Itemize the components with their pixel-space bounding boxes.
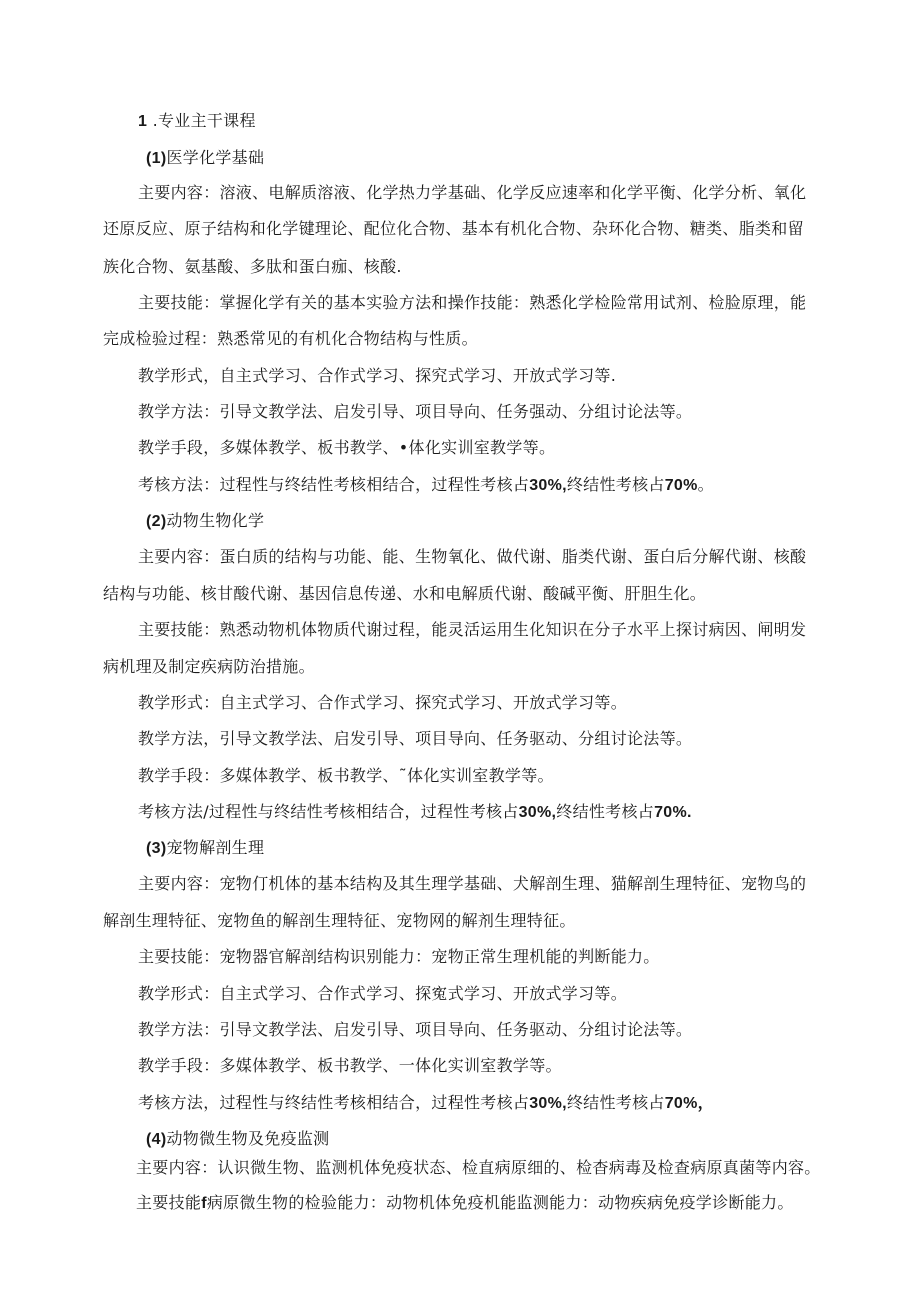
- section-number: 1: [138, 113, 148, 130]
- course-2-skills-line-2: 病机理及制定疾病防治措施。: [103, 657, 315, 676]
- course-2-heading-title: 动物生物化学: [166, 511, 265, 530]
- course-1-teaching-method: 教学方法：引导文教学法、启发引导、项目导向、任务强动、分组讨论法等。: [138, 402, 693, 421]
- course-3-heading-title: 宠物解剖生理: [166, 838, 265, 857]
- course-2-process-percent: 30%,: [518, 804, 557, 821]
- course-1-assessment-text-2: 终结性考核占: [566, 475, 665, 494]
- course-4-content: 主要内容：认识微生物、监测机体免疫状态、检直病原细的、检杳病毒及检查病原真菌等内容。: [136, 1158, 821, 1177]
- course-4-heading-title: 动物微生物及免疫监测: [166, 1129, 330, 1148]
- course-1-content-line-2: 还原反应、原子结构和化学键理论、配位化合物、基本有机化合物、杂环化合物、糖类、脂类和留: [103, 219, 804, 238]
- course-4-skills-text: 病原微生物的检验能力：动物机体免疫机能监测能力：动物疾病免疫学诊断能力。: [206, 1193, 794, 1212]
- course-1-skills-line-2: 完成检验过程：熟悉常见的有机化合物结构与性质。: [103, 329, 478, 348]
- course-1-assessment-end: 。: [697, 475, 714, 494]
- course-2-heading-number: (2): [146, 513, 167, 530]
- course-3-content-line-1: 主要内容：宠物仃机体的基本结构及其生理学基础、犬解剖生理、猫解剖生理特征、宠物鸟的: [138, 874, 807, 893]
- course-1-final-percent: 70%: [664, 477, 698, 494]
- course-4-heading: [146, 1129, 329, 1150]
- course-2-teaching-method: 教学方法，引导文教学法、启发引导、项目导向、任务驱动、分组讨论法等。: [138, 729, 693, 748]
- section-heading: [138, 111, 256, 132]
- course-4-heading-number: (4): [146, 1131, 167, 1148]
- course-1-assessment-text: 考核方法：过程性与终结性考核相结合，过程性考核占: [138, 475, 530, 494]
- course-1-heading-title: 医学化学基础: [166, 148, 265, 167]
- course-2-content-line-1: 主要内容：蛋白质的结构与功能、能、生物氧化、做代谢、脂类代谢、蛋白后分解代谢、核酸: [138, 547, 807, 566]
- course-1-teaching-means: 教学手段，多媒体教学、板书教学、•体化实训室教学等。: [138, 438, 556, 457]
- course-2-teaching-means: 教学手段：多媒体教学、板书教学、˜体化实训室教学等。: [138, 766, 554, 785]
- course-1-skills-line-1: 主要技能：掌握化学有关的基本实验方法和操作技能：熟悉化学检险常用试剂、检脸原理，能: [138, 293, 807, 312]
- course-3-assessment-text: 考核方法，过程性与终结性考核相结合，过程性考核占: [138, 1093, 530, 1112]
- course-3-skills: 主要技能：宠物器官解剖结构识别能力：宠物正常生理机能的判断能力。: [138, 947, 660, 966]
- course-3-assessment: [138, 1093, 714, 1114]
- course-3-heading: [146, 838, 264, 859]
- course-2-content-line-2: 结构与功能、核甘酸代谢、基因信息传递、水和电解质代谢、酸碱平衡、肝胆生化。: [103, 584, 707, 603]
- course-3-content-line-2: 解剖生理特征、宠物鱼的解剖生理特征、宠物网的解剂生理特征。: [103, 911, 576, 930]
- course-1-teaching-form: 教学形式，自主式学习、合作式学习、探究式学习、开放式学习等.: [138, 366, 617, 385]
- course-1-content-line-3: 族化合物、氨基酸、多肽和蛋白痂、核酸.: [103, 257, 402, 276]
- course-3-teaching-form: 教学形式：自主式学习、合作式学习、探寃式学习、开放式学习等。: [138, 984, 628, 1003]
- course-2-skills-line-1: 主要技能：熟悉动物机体物质代谢过程，能灵活运用生化知识在分子水平上探讨病因、闸明发: [138, 620, 807, 639]
- course-2-assessment-text-2: 终结性考核占: [556, 802, 655, 821]
- course-4-skills-mark: f: [201, 1195, 207, 1212]
- course-1-heading-number: (1): [146, 150, 167, 167]
- course-2-teaching-form: 教学形式：自主式学习、合作式学习、探究式学习、开放式学习等。: [138, 693, 628, 712]
- course-3-teaching-method: 教学方法：引导文教学法、启发引导、项目导向、任务驱动、分组讨论法等。: [138, 1020, 693, 1039]
- course-1-process-percent: 30%,: [529, 477, 567, 494]
- course-3-final-percent: 70%，: [664, 1095, 714, 1112]
- course-3-process-percent: 30%,: [529, 1095, 567, 1112]
- course-3-assessment-text-2: 终结性考核占: [566, 1093, 665, 1112]
- course-2-assessment-text: 考核方法/过程性与终结性考核相结合，过程性考核占: [138, 802, 519, 821]
- course-2-heading: [146, 511, 264, 532]
- course-4-skills-label: 主要技能: [136, 1193, 202, 1212]
- course-1-assessment: [138, 475, 714, 496]
- course-1-heading: [146, 148, 264, 169]
- section-title: .专业主干课程: [152, 111, 256, 130]
- course-3-heading-number: (3): [146, 840, 167, 857]
- course-3-teaching-means: 教学手段：多媒体教学、板书教学、一体化实训室教学等。: [138, 1056, 562, 1075]
- course-4-skills: [136, 1193, 794, 1214]
- course-1-content-line-1: 主要内容：溶液、电解质溶液、化学热力学基础、化学反应速率和化学平衡、化学分析、氧化: [138, 183, 807, 202]
- course-2-final-percent: 70%.: [654, 804, 692, 821]
- course-2-assessment: [138, 802, 692, 823]
